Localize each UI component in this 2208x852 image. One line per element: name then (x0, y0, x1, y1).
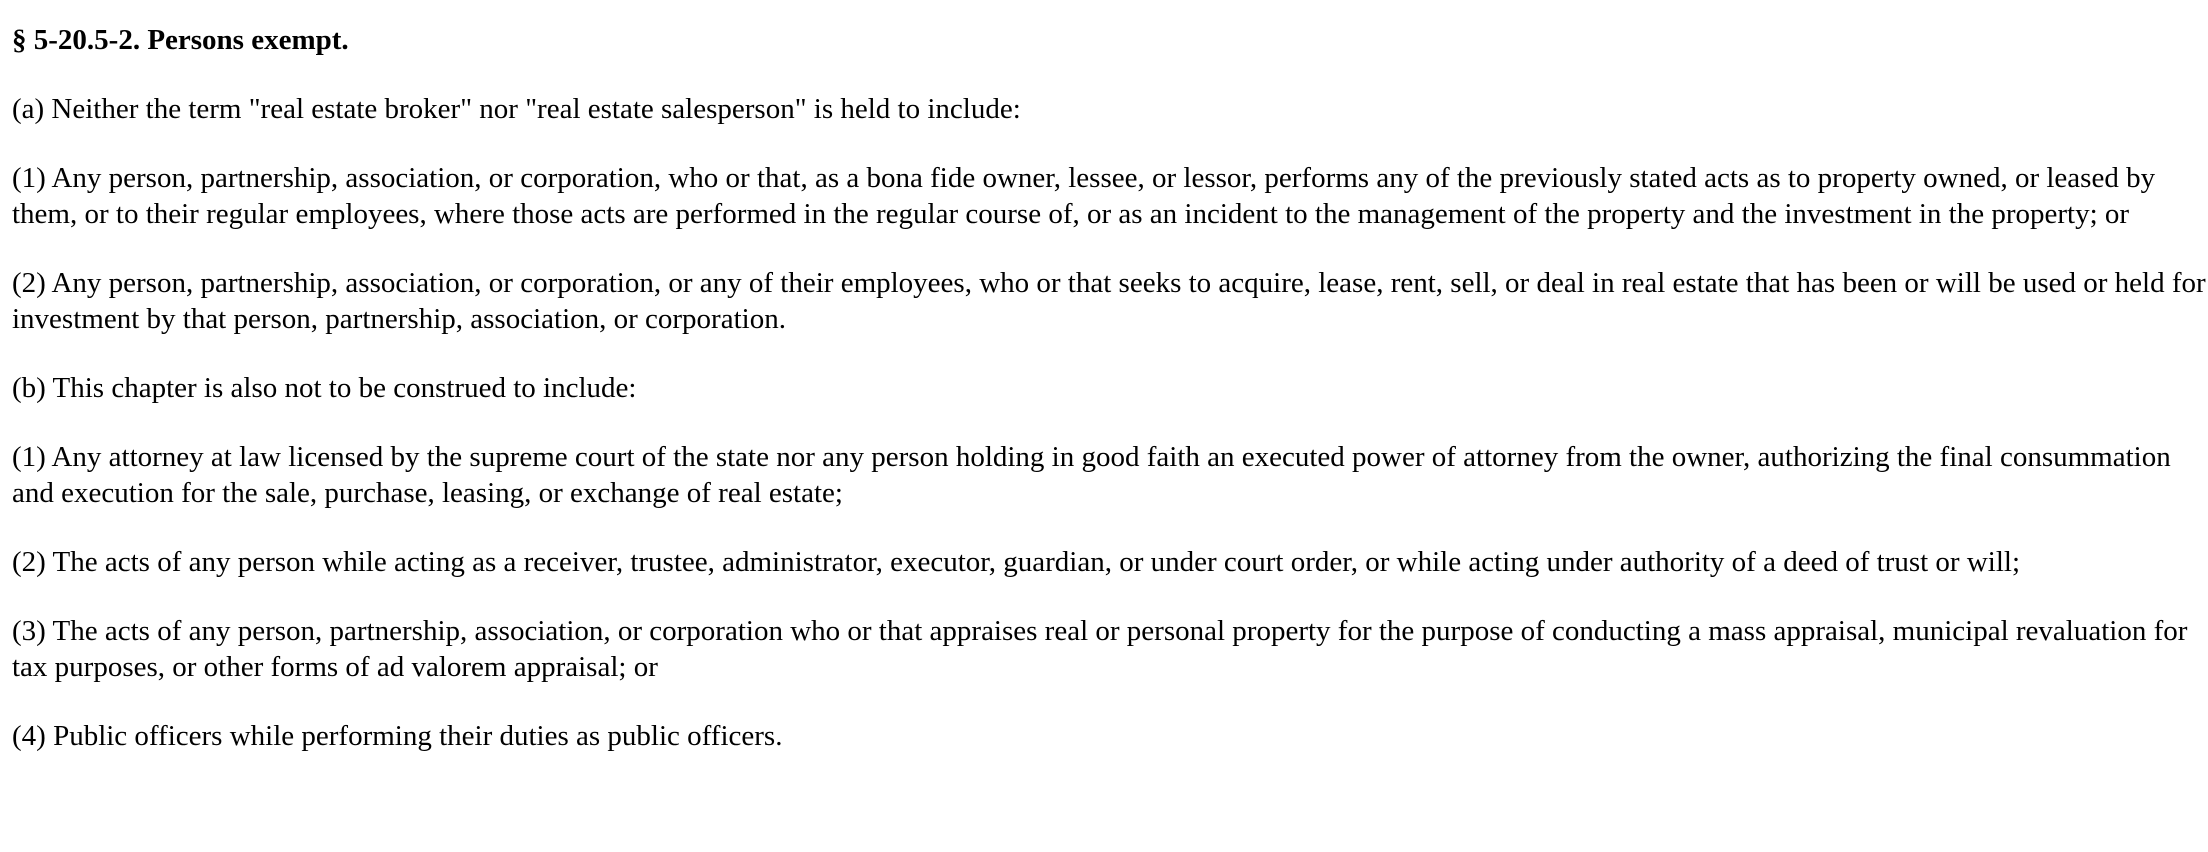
paragraph-a2: (2) Any person, partnership, association, or corporation, or any of their employees, who or that seeks to acquire, lease, rent, sell, or deal in real estate that has been or will be used or held for investment by that person, partnership, association, or corporation. (12, 267, 2206, 335)
paragraph-a1: (1) Any person, partnership, association, or corporation, who or that, as a bona fide owner, lessee, or lessor, performs any of the previously stated acts as to property owned, or leased by them, or to their regular employees, where those acts are performed in the regular course of, or as an incident to the management of the property and the investment in the property; or (12, 162, 2156, 230)
paragraph-a-intro: (a) Neither the term "real estate broker" nor "real estate salesperson" is held to include: (12, 93, 1021, 125)
paragraph-b3: (3) The acts of any person, partnership, association, or corporation who or that appraises real or personal property for the purpose of conducting a mass appraisal, municipal revaluation for tax purposes, or other forms of ad valorem appraisal; or (12, 615, 2188, 683)
paragraph-b-intro: (b) This chapter is also not to be construed to include: (12, 372, 637, 404)
document-body (12, 22, 2208, 787)
paragraph-b2: (2) The acts of any person while acting as a receiver, trustee, administrator, executor, guardian, or under court order, or while acting under authority of a deed of trust or will; (12, 546, 2020, 578)
paragraph-b4: (4) Public officers while performing their duties as public officers. (12, 720, 783, 752)
paragraph-b1: (1) Any attorney at law licensed by the supreme court of the state nor any person holding in good faith an executed power of attorney from the owner, authorizing the final consummation and execution for the sale, purchase, leasing, or exchange of real estate; (12, 441, 2171, 509)
section-heading: § 5-20.5-2. Persons exempt. (12, 24, 349, 56)
